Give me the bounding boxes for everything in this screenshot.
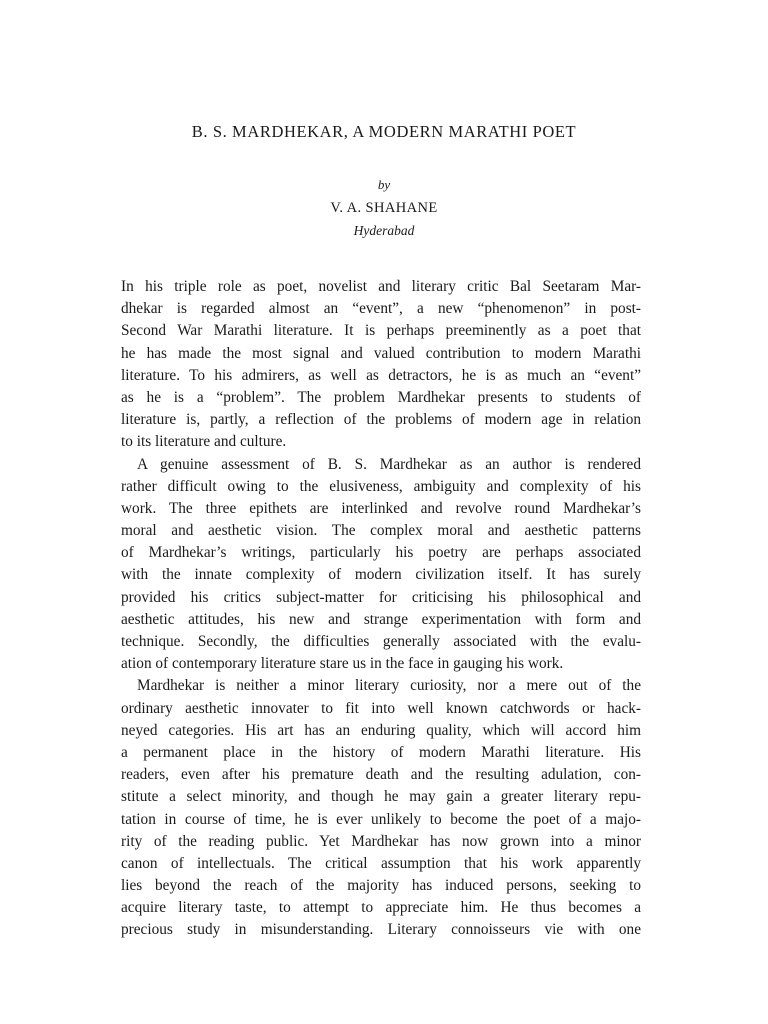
text-line: canon of intellectuals. The critical assumption that his work apparently bbox=[121, 854, 641, 872]
text-line: Mardhekar is neither a minor literary curiosity, nor a mere out of the bbox=[137, 677, 641, 695]
text-line: rity of the reading public. Yet Mardhekar has now grown into a minor bbox=[121, 832, 641, 850]
text-line: precious study in misunderstanding. Literary connoisseurs vie with one bbox=[121, 921, 641, 939]
author-name: V. A. SHAHANE bbox=[330, 200, 438, 216]
text-line: neyed categories. His art has an enduring quality, which will accord him bbox=[121, 721, 641, 739]
article-title: B. S. MARDHEKAR, A MODERN MARATHI POET bbox=[191, 122, 577, 141]
text-line: lies beyond the reach of the majority has induced persons, seeking to bbox=[121, 877, 641, 895]
text-line: as he is a “problem”. The problem Mardhekar presents to students of bbox=[121, 388, 641, 406]
text-line: literature is, partly, a reflection of the problems of modern age in relation bbox=[121, 411, 641, 429]
text-line: with the innate complexity of modern civilization itself. It has surely bbox=[121, 566, 641, 584]
text-line: tation in course of time, he is ever unlikely to become the poet of a majo- bbox=[121, 810, 641, 828]
text-line: A genuine assessment of B. S. Mardhekar as an author is rendered bbox=[137, 455, 641, 473]
text-line: technique. Secondly, the difficulties generally associated with the evalu- bbox=[121, 633, 641, 650]
text-line: of Mardhekar’s writings, particularly his poetry are perhaps associated bbox=[121, 544, 641, 562]
text-line: he has made the most signal and valued contribution to modern Marathi bbox=[121, 344, 641, 362]
text-line: Second War Marathi literature. It is perhaps preeminently as a poet that bbox=[121, 322, 641, 340]
text-line: to its literature and culture. bbox=[121, 433, 287, 451]
text-line: In his triple role as poet, novelist and literary critic Bal Seetaram Mar- bbox=[121, 278, 641, 295]
text-line: dhekar is regarded almost an “event”, a new “phenomenon” in post- bbox=[121, 300, 641, 318]
paragraph bbox=[121, 675, 641, 941]
paragraph bbox=[121, 454, 641, 676]
byline-by: by bbox=[377, 177, 391, 192]
paragraph bbox=[121, 276, 641, 454]
text-line: aesthetic attitudes, his new and strange experimentation with form and bbox=[121, 610, 641, 628]
text-line: literature. To his admirers, as well as detractors, he is as much an “event” bbox=[121, 366, 641, 384]
text-line: readers, even after his premature death and the resulting adulation, con- bbox=[121, 766, 641, 784]
text-line: a permanent place in the history of modern Marathi literature. His bbox=[121, 743, 641, 761]
text-line: ation of contemporary literature stare us in the face in gauging his work. bbox=[121, 655, 564, 673]
text-line: moral and aesthetic vision. The complex moral and aesthetic patterns bbox=[121, 522, 641, 540]
author-affiliation: Hyderabad bbox=[353, 223, 415, 238]
text-line: acquire literary taste, to attempt to appreciate him. He thus becomes a bbox=[121, 899, 641, 917]
text-line: provided his critics subject-matter for criticising his philosophical and bbox=[121, 588, 641, 606]
text-line: stitute a select minority, and though he may gain a greater literary repu- bbox=[121, 788, 641, 806]
text-line: ordinary aesthetic innovater to fit into well known catchwords or hack- bbox=[121, 699, 641, 717]
text-line: work. The three epithets are interlinked and revolve round Mardhekar’s bbox=[121, 499, 641, 517]
text-line: rather difficult owing to the elusiveness, ambiguity and complexity of his bbox=[121, 477, 641, 495]
article-body bbox=[121, 276, 641, 942]
